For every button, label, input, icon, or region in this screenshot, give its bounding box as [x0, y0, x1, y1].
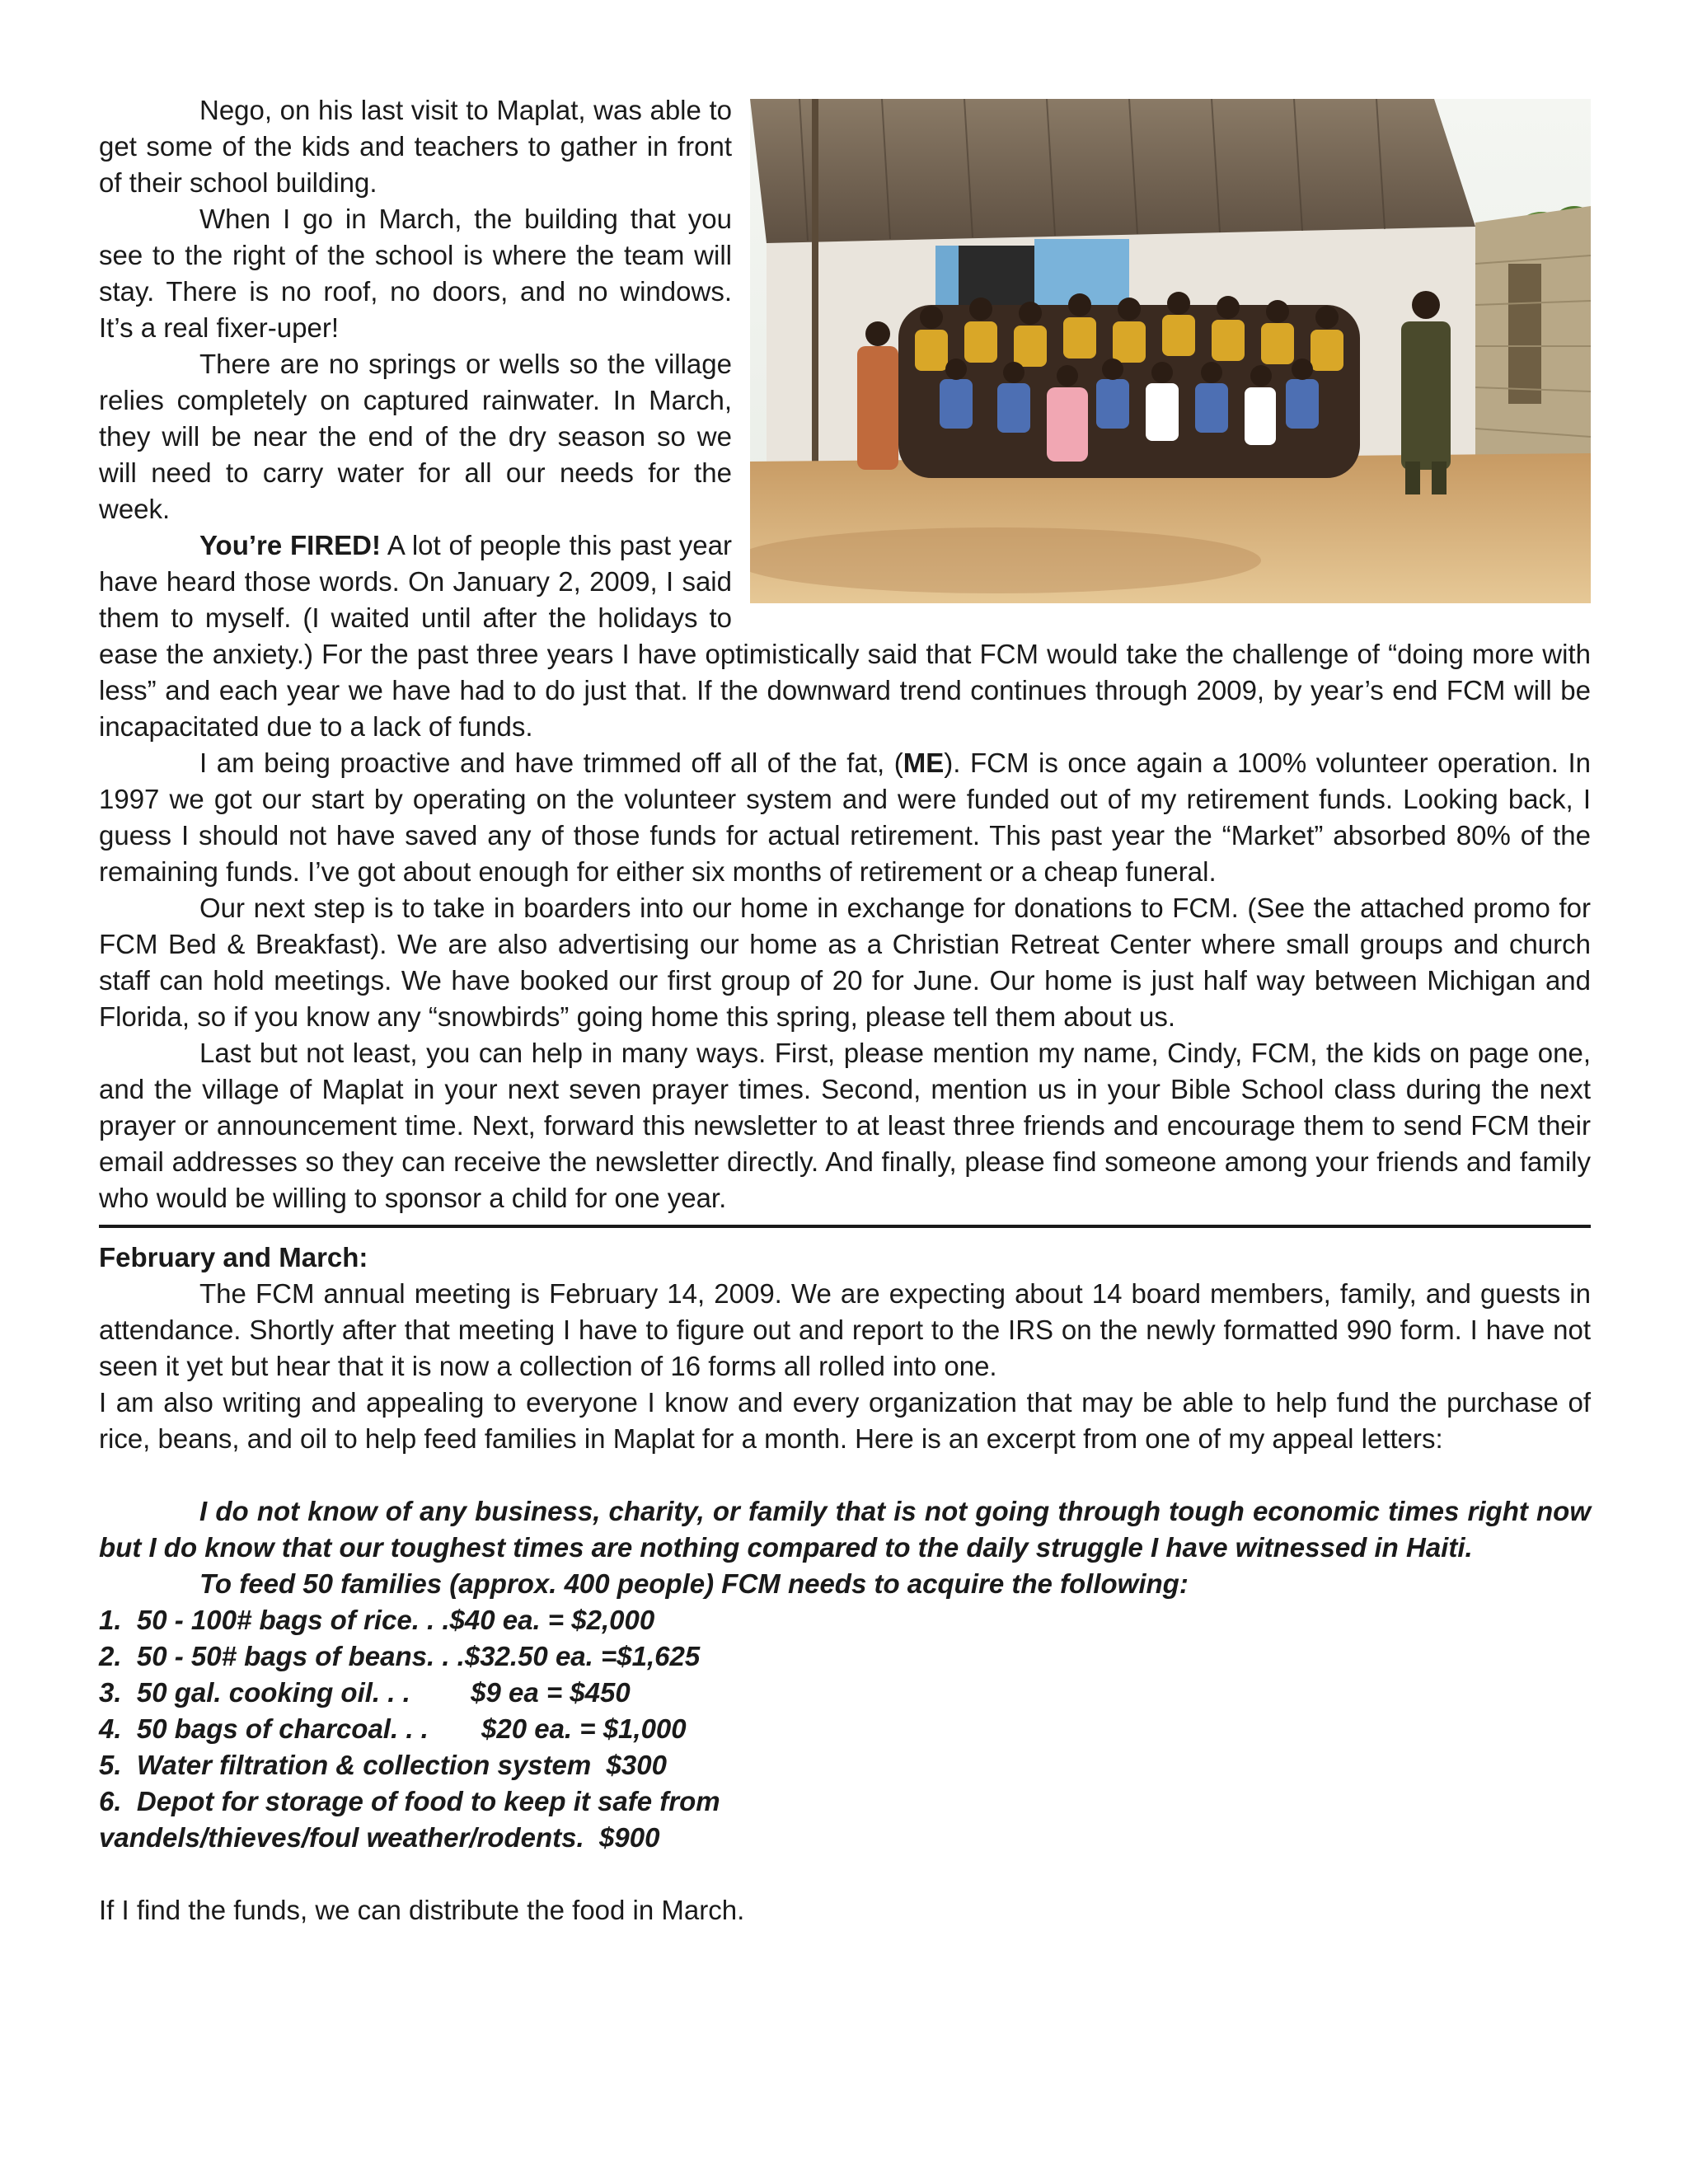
list-item: vandels/thieves/foul weather/rodents. $900: [99, 1822, 660, 1853]
closing-line: If I find the funds, we can distribute the food in March.: [99, 1895, 745, 1925]
needs-list: [99, 1602, 1591, 1856]
list-item: 3. 50 gal. cooking oil. . . $9 ea = $450: [99, 1677, 631, 1708]
list-item: 5. Water filtration & collection system $300: [99, 1750, 667, 1780]
school-photo-illustration: [750, 99, 1591, 603]
section-paragraph-1: The FCM annual meeting is February 14, 2009. We are expecting about 14 board members, family, and guests in attendance. Shortly after that meeting I have to figure out and report to the IRS on the newly formatted 990 form. I have not seen it yet but hear that it is now a collection of 16 forms all rolled into one.: [99, 1278, 1591, 1381]
section-paragraph-2: I am also writing and appealing to everyone I know and every organization that may be able to help fund the purchase of rice, beans, and oil to help feed families in Maplat for a month. Here is an excerpt from one of my appeal letters:: [99, 1387, 1591, 1454]
p5-text-a: I am being proactive and have trimmed off all of the fat, (: [199, 748, 903, 778]
body-paragraph-7: Last but not least, you can help in many ways. First, please mention my name, Cindy, FCM, the kids on page one, and the village of Maplat in your next seven prayer times. Second, mention us in your Bible School class during the next prayer or announcement time. Next, forward this newsletter to at least three friends and encourage them to send FCM their email addresses so they can receive the newsletter directly. And finally, please find someone among your friends and family who would be willing to sponsor a child for one year.: [99, 1038, 1591, 1213]
intro-paragraph-2: When I go in March, the building that you see to the right of the school is where the team will stay. There is no roof, no doors, and no windows. It’s a real fixer-uper!: [99, 204, 732, 343]
quote-paragraph-1: I do not know of any business, charity, or family that is not going through tough economic times right now but I do know that our toughest times are nothing compared to the daily struggle I have witnessed in Haiti.: [99, 1496, 1591, 1563]
section-heading: February and March:: [99, 1242, 368, 1272]
p5-text-b: ). FCM is once again a 100% volunteer operation. In 1997 we got our start by operating on the volunteer system and were funded out of my retirement funds. Looking back, I guess I should not have saved any of those funds for actual retirement. This past year the “Market” absorbed 80% of the remaining funds. I’ve got about enough for either six months of retirement or a cheap funeral.: [99, 748, 1592, 887]
list-item: 4. 50 bags of charcoal. . . $20 ea. = $1,000: [99, 1713, 687, 1744]
list-item: 6. Depot for storage of food to keep it safe from: [99, 1786, 720, 1816]
fired-heading: You’re FIRED!: [199, 530, 381, 560]
p5-bold: ME: [903, 748, 945, 778]
list-item: 1. 50 - 100# bags of rice. . .$40 ea. = $2,000: [99, 1605, 655, 1635]
spacer: [99, 1856, 1591, 1892]
photo-children-school: [750, 99, 1591, 603]
section-divider: [99, 1225, 1591, 1228]
spacer: [99, 1457, 1591, 1493]
newsletter-page: [99, 92, 1591, 1929]
quote-paragraph-2: To feed 50 families (approx. 400 people) FCM needs to acquire the following:: [199, 1568, 1189, 1599]
fired-text: A lot of people this past year have heard those words. On January 2, 2009, I said them to myself. (I waited until after the holidays to ease the anxiety.) For the past three years I have optimistically said that FCM would take the challenge of “doing more with less” and each year we have had to do just that. If the downward trend continues through 2009, by year’s end FCM will be incapacitated due to a lack of funds.: [99, 530, 1591, 742]
intro-paragraph-1: Nego, on his last visit to Maplat, was able to get some of the kids and teachers to gather in front of their school building.: [99, 95, 732, 198]
body-paragraph-5: [99, 745, 1591, 890]
body-paragraph-6: Our next step is to take in boarders into our home in exchange for donations to FCM. (See the attached promo for FCM Bed & Breakfast). We are also advertising our home as a Christian Retreat Center where small groups and church staff can hold meetings. We have booked our first group of 20 for June. Our home is just half way between Michigan and Florida, so if you know any “snowbirds” going home this spring, please tell them about us.: [99, 893, 1591, 1032]
list-item: 2. 50 - 50# bags of beans. . .$32.50 ea. =$1,625: [99, 1641, 701, 1671]
intro-paragraph-3: There are no springs or wells so the village relies completely on captured rainwater. In March, they will be near the end of the dry season so we will need to carry water for all our needs for the week.: [99, 349, 732, 524]
